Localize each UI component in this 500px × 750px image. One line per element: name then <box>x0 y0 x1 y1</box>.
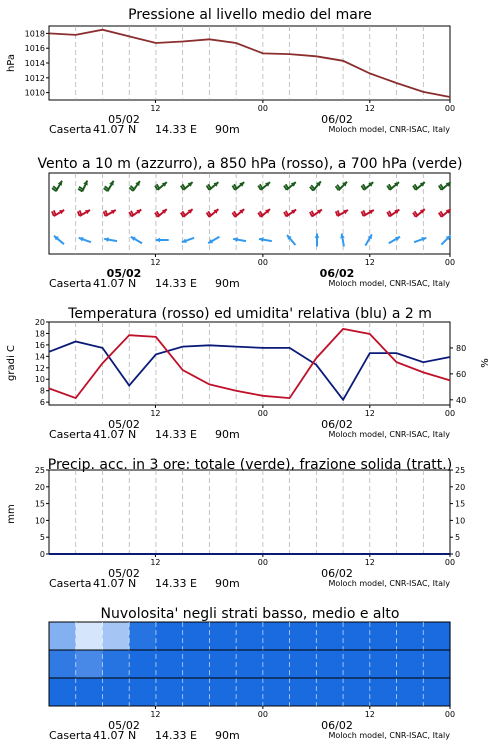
cloud-cell <box>76 678 103 706</box>
precip-date-label: 06/02 <box>321 567 353 580</box>
cloud-title: Nuvolosita' negli strati basso, medio e alto <box>100 606 400 622</box>
wind-time-tick-label: 12 <box>150 258 161 267</box>
temp-ytick-label: 18 <box>34 329 45 339</box>
cloud-footer-elev: 90m <box>215 729 240 742</box>
pressure-ytick-label: 1012 <box>24 73 45 83</box>
pressure-frame <box>49 26 450 100</box>
wind-850-arrow <box>310 210 322 217</box>
cloud-cells <box>49 622 451 706</box>
wind-10m-arrow <box>233 237 246 242</box>
cloud-cell <box>102 622 129 650</box>
cloud-cell <box>423 650 450 678</box>
wind-850-arrow <box>387 210 399 217</box>
wind-850-arrow <box>181 209 193 217</box>
temp-footer-lon: 14.33 E <box>155 428 197 441</box>
pressure-footer-credit: Moloch model, CNR-ISAC, Italy <box>328 125 450 134</box>
cloud-cell <box>183 650 210 678</box>
temp-ytick-label: 12 <box>34 363 45 373</box>
wind-10m-arrow-head <box>156 238 160 243</box>
precip-ytick-label: 0 <box>39 550 45 559</box>
precip-ytick-label: 15 <box>34 499 45 509</box>
wind-10m-arrow <box>315 234 320 247</box>
wind-850-arrow <box>104 210 116 216</box>
precip-footer-lon: 14.33 E <box>155 577 197 590</box>
wind-10m-arrow <box>79 237 91 242</box>
cloud-cell <box>423 678 450 706</box>
wind-10m-arrow <box>208 237 219 244</box>
cloud-cell <box>343 650 370 678</box>
wind-850-arrow <box>284 210 296 217</box>
wind-700-arrow <box>155 182 167 190</box>
cloud-cell <box>397 622 424 650</box>
pressure-line <box>49 30 450 97</box>
cloud-cell <box>209 622 236 650</box>
cloud-cell <box>49 622 76 650</box>
humidity-ytick-label: 40 <box>456 395 467 405</box>
cloud-cell <box>49 678 76 706</box>
wind-10m-arrow <box>340 234 345 247</box>
humidity-ytick-label: 60 <box>456 369 467 379</box>
pressure-ytick-label: 1018 <box>24 29 45 39</box>
cloud-cell <box>183 678 210 706</box>
pressure-footer-lon: 14.33 E <box>155 123 197 136</box>
wind-850-arrow-feather <box>105 210 107 215</box>
wind-time-tick-label: 12 <box>364 258 375 267</box>
wind-850-arrow <box>78 210 90 216</box>
precip-ytick-label-right: 15 <box>455 499 466 509</box>
wind-700-arrow <box>232 182 244 190</box>
wind-10m-arrow <box>54 236 64 244</box>
pressure-date-label: 06/02 <box>321 113 353 126</box>
cloud-cell <box>290 650 317 678</box>
cloud-time-tick-label: 12 <box>150 710 161 719</box>
cloud-cell <box>316 678 343 706</box>
humidity-ytick-label: 80 <box>456 343 467 353</box>
cloud-cell <box>183 622 210 650</box>
wind-850-arrow <box>258 209 270 217</box>
cloud-cell <box>102 650 129 678</box>
temp-date-label: 06/02 <box>321 418 353 431</box>
precip-footer-credit: Moloch model, CNR-ISAC, Italy <box>328 579 450 588</box>
cloud-cell <box>316 650 343 678</box>
cloud-time-tick-label: 00 <box>444 710 456 719</box>
temp-ytick-label: 16 <box>34 340 45 350</box>
precip-time-tick-label: 12 <box>150 558 161 567</box>
cloud-cell <box>209 678 236 706</box>
precip-ytick-label: 10 <box>34 516 45 526</box>
cloud-date-label: 05/02 <box>108 719 140 732</box>
wind-850-arrow-feather <box>336 211 338 216</box>
cloud-cell <box>129 650 156 678</box>
cloud-footer-lon: 14.33 E <box>155 729 197 742</box>
precip-ytick-label: 20 <box>34 482 45 492</box>
pressure-date-label: 05/02 <box>108 113 140 126</box>
wind-date-label: 05/02 <box>106 267 142 280</box>
wind-footer-elev: 90m <box>215 277 240 290</box>
precip-ytick-label-right: 0 <box>455 550 461 559</box>
wind-850-arrow <box>52 210 64 216</box>
precip-ylabel: mm <box>6 504 17 524</box>
cloud-cell <box>290 622 317 650</box>
wind-700-arrow <box>207 182 219 190</box>
cloud-cell <box>263 678 290 706</box>
cloud-cell <box>156 622 183 650</box>
pressure-time-tick-label: 00 <box>444 104 456 113</box>
wind-10m-arrow <box>365 234 372 245</box>
cloud-cell <box>343 622 370 650</box>
cloud-cell <box>236 650 263 678</box>
wind-850-arrow-feather <box>78 211 80 216</box>
temp-date-label: 05/02 <box>108 418 140 431</box>
temp-ytick-label: 14 <box>34 352 45 362</box>
wind-700-arrow <box>361 182 373 190</box>
wind-10m-arrow <box>389 237 400 244</box>
pressure-ytick-label: 1014 <box>24 59 45 68</box>
temp-footer-lat: 41.07 N <box>93 428 137 441</box>
temp-title: Temperatura (rosso) ed umidita' relativa (blu) a 2 m <box>68 306 432 322</box>
cloud-time-tick-label: 12 <box>364 710 375 719</box>
precip-time-tick-label: 12 <box>364 558 375 567</box>
wind-850-arrow <box>336 210 348 216</box>
precip-ytick-label: 5 <box>39 533 45 543</box>
pressure-time-tick-label: 00 <box>257 104 268 113</box>
pressure-ytick-label: 1010 <box>24 88 45 98</box>
precip-ytick-label-right: 20 <box>455 482 466 492</box>
cloud-time-tick-label: 00 <box>257 710 268 719</box>
cloud-cell <box>129 622 156 650</box>
temp-ytick-label: 20 <box>34 318 45 327</box>
humidity-line <box>49 342 450 400</box>
wind-850-arrow-feather <box>54 210 56 215</box>
pressure-ytick-label: 1016 <box>24 44 45 54</box>
wind-700-arrow <box>78 181 88 192</box>
wind-850-arrow <box>155 209 167 217</box>
temp-time-tick-label: 12 <box>150 409 161 418</box>
wind-10m-arrow <box>104 237 117 242</box>
wind-10m-arrow <box>156 238 169 243</box>
temp-footer-location: Caserta <box>49 428 92 441</box>
temperature-line <box>49 329 450 398</box>
cloud-cell <box>263 622 290 650</box>
cloud-cell <box>263 650 290 678</box>
temp-time-tick-label: 00 <box>257 409 268 418</box>
wind-850-arrow <box>362 210 374 216</box>
wind-footer-lon: 14.33 E <box>155 277 197 290</box>
cloud-footer-location: Caserta <box>49 729 92 742</box>
wind-700-arrow <box>258 182 270 190</box>
wind-850-arrow <box>439 209 451 217</box>
wind-10m-arrow <box>414 237 426 242</box>
wind-time-tick-label: 00 <box>257 258 268 267</box>
precip-ytick-label-right: 10 <box>455 516 466 526</box>
precip-footer-elev: 90m <box>215 577 240 590</box>
cloud-cell <box>156 678 183 706</box>
temp-ytick-label: 10 <box>34 375 45 385</box>
cloud-cell <box>343 678 370 706</box>
cloud-cell <box>236 622 263 650</box>
temp-footer-elev: 90m <box>215 428 240 441</box>
wind-850-arrow <box>207 209 219 217</box>
pressure-footer-lat: 41.07 N <box>93 123 137 136</box>
temp-ylabel-left: gradi C <box>6 345 17 381</box>
precip-footer-lat: 41.07 N <box>93 577 137 590</box>
wind-10m-arrow <box>182 238 194 243</box>
wind-footer-lat: 41.07 N <box>93 277 137 290</box>
wind-footer-credit: Moloch model, CNR-ISAC, Italy <box>328 279 450 288</box>
wind-700-arrow <box>387 182 399 190</box>
wind-850-arrow-feather <box>80 210 82 215</box>
wind-700-arrow <box>52 181 62 191</box>
precip-footer-location: Caserta <box>49 577 92 590</box>
wind-700-arrow <box>129 181 140 191</box>
cloud-date-label: 06/02 <box>321 719 353 732</box>
cloud-cell <box>423 622 450 650</box>
wind-10m-arrow <box>131 237 142 244</box>
wind-title: Vento a 10 m (azzurro), a 850 hPa (rosso), a 700 hPa (verde) <box>37 156 463 172</box>
cloud-cell <box>209 650 236 678</box>
wind-10m-arrow <box>287 235 295 245</box>
cloud-cell <box>49 650 76 678</box>
wind-time-tick-label: 00 <box>444 258 456 267</box>
precip-ytick-label: 25 <box>34 466 45 475</box>
pressure-footer-location: Caserta <box>49 123 92 136</box>
wind-footer-location: Caserta <box>49 277 92 290</box>
wind-date-label: 06/02 <box>319 267 355 280</box>
pressure-title: Pressione al livello medio del mare <box>128 7 372 23</box>
cloud-cell <box>76 650 103 678</box>
precip-ytick-label-right: 5 <box>455 533 461 543</box>
wind-700-arrow <box>413 182 425 190</box>
wind-700-arrow <box>439 182 451 190</box>
cloud-cell <box>76 622 103 650</box>
temp-ylabel-right: % <box>480 358 491 368</box>
temp-time-tick-label: 00 <box>444 409 456 418</box>
wind-700-arrow <box>310 181 321 190</box>
cloud-cell <box>129 678 156 706</box>
wind-700-arrow <box>104 181 114 191</box>
precip-title: Precip. acc. in 3 ore: totale (verde), frazione solida (tratt.) <box>47 457 453 473</box>
wind-850-arrow-feather <box>338 210 340 215</box>
cloud-cell <box>290 678 317 706</box>
cloud-cell <box>316 622 343 650</box>
precip-frame <box>49 470 450 554</box>
cloud-cell <box>236 678 263 706</box>
wind-10m-arrow <box>259 237 272 242</box>
precip-time-tick-label: 00 <box>444 558 456 567</box>
cloud-cell <box>397 650 424 678</box>
wind-850-arrow <box>129 210 141 217</box>
cloud-cell <box>102 678 129 706</box>
wind-850-arrow-feather <box>362 211 364 216</box>
wind-850-arrow-feather <box>363 210 365 215</box>
temp-ytick-label: 8 <box>39 386 45 396</box>
pressure-time-tick-label: 12 <box>150 104 161 113</box>
wind-700-arrow <box>336 182 347 190</box>
pressure-time-tick-label: 12 <box>364 104 375 113</box>
precip-ytick-label-right: 25 <box>455 466 466 475</box>
cloud-footer-credit: Moloch model, CNR-ISAC, Italy <box>328 731 450 740</box>
wind-850-arrow-feather <box>52 211 54 216</box>
cloud-cell <box>370 678 397 706</box>
wind-850-arrow-feather <box>104 211 106 216</box>
precip-time-tick-label: 00 <box>257 558 268 567</box>
pressure-footer-elev: 90m <box>215 123 240 136</box>
cloud-cell <box>397 678 424 706</box>
wind-10m-arrow <box>441 235 450 244</box>
pressure-ylabel: hPa <box>6 53 17 73</box>
cloud-cell <box>370 650 397 678</box>
wind-10m-arrow-head <box>315 234 320 238</box>
temp-time-tick-label: 12 <box>364 409 375 418</box>
temp-footer-credit: Moloch model, CNR-ISAC, Italy <box>328 430 450 439</box>
cloud-footer-lat: 41.07 N <box>93 729 137 742</box>
wind-850-arrow <box>232 209 244 217</box>
cloud-cell <box>370 622 397 650</box>
cloud-cell <box>156 650 183 678</box>
temp-ytick-label: 6 <box>39 398 45 408</box>
precip-date-label: 05/02 <box>108 567 140 580</box>
